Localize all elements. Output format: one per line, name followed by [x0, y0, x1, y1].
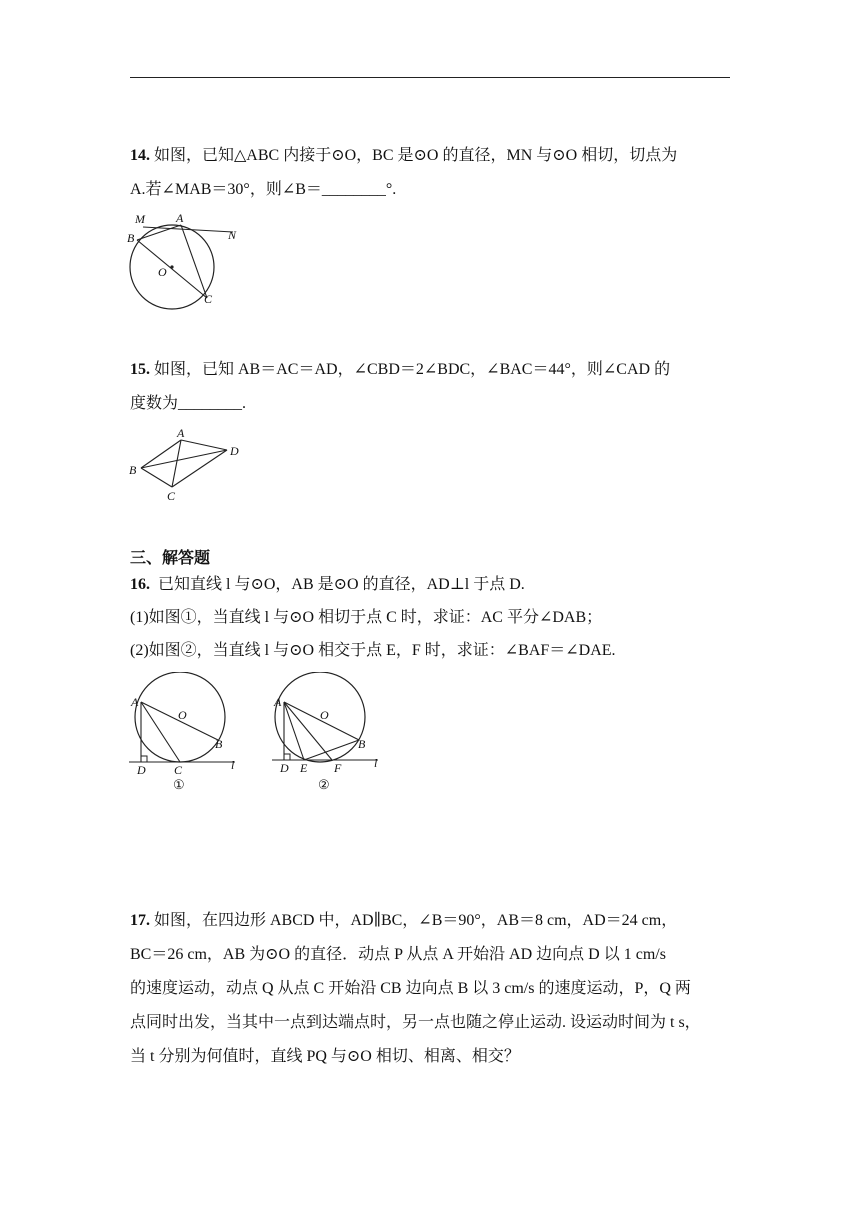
header-rule	[130, 77, 730, 78]
q14-line-1	[130, 146, 730, 166]
q17-number: 17.	[130, 912, 150, 929]
fig2-label-b: B	[358, 737, 366, 751]
q14-label-n: N	[228, 228, 237, 242]
q14-label-c: C	[204, 292, 213, 306]
q15-figure	[125, 425, 245, 505]
q15-label-c: C	[167, 489, 176, 503]
q14-label-o: O	[158, 265, 167, 279]
q14-number: 14.	[130, 147, 150, 164]
q15-label-a: A	[177, 426, 185, 440]
section-heading: 三、解答题	[130, 548, 211, 567]
fig1-label-d: D	[137, 763, 146, 777]
q15-label-b: B	[129, 463, 137, 477]
q14-label-m: M	[135, 212, 145, 226]
q17-line-5: 当 t 分别为何值时，直线 PQ 与⊙O 相切、相离、相交？	[130, 1048, 520, 1065]
fig1-label-l: l	[231, 758, 235, 772]
q17-line-1	[130, 911, 730, 931]
fig2-label-d: D	[280, 761, 289, 775]
q14-label-a: A	[176, 211, 184, 225]
fig2-label-o: O	[320, 708, 329, 722]
fig2-label-a: A	[274, 695, 282, 709]
q14-figure	[125, 210, 250, 310]
q15-line-2: 度数为________.	[130, 395, 247, 412]
q17-line-4: 点同时出发，当其中一点到达端点时，另一点也随之停止运动. 设运动时间为 t s，	[130, 1014, 701, 1031]
q15-number: 15.	[130, 361, 150, 378]
q17-line-3: 的速度运动，动点 Q 从点 C 开始沿 CB 边向点 B 以 3 cm/s 的速度运动，P，Q 两	[130, 980, 691, 997]
q15-line-1	[130, 360, 730, 380]
fig1-label-o: O	[178, 708, 187, 722]
q16-figure-1	[125, 672, 250, 797]
fig1-label-a: A	[131, 695, 139, 709]
q15-label-d: D	[230, 444, 239, 458]
fig2-label-l: l	[374, 756, 378, 770]
fig1-label-c: C	[174, 763, 183, 777]
q14-line-2: A.若∠MAB＝30°，则∠B＝________°.	[130, 181, 397, 198]
fig2-caption: ②	[318, 777, 330, 792]
q16-number: 16.	[130, 576, 150, 593]
q17-line-2: BC＝26 cm，AB 为⊙O 的直径．动点 P 从点 A 开始沿 AD 边向点 D 以 1 cm/s	[130, 946, 666, 963]
q15-text-1: 如图，已知 AB＝AC＝AD，∠CBD＝2∠BDC，∠BAC＝44°，则∠CAD 的	[154, 361, 671, 378]
q16-line-2: (1)如图①，当直线 l 与⊙O 相切于点 C 时，求证：AC 平分∠DAB；	[130, 609, 603, 626]
q16-line-1	[130, 575, 730, 595]
fig1-label-b: B	[215, 737, 223, 751]
fig1-caption: ①	[173, 777, 185, 792]
fig2-label-f: F	[334, 761, 342, 775]
q17-text-1: 如图，在四边形 ABCD 中，AD∥BC，∠B＝90°，AB＝8 cm，AD＝24 cm，	[154, 912, 678, 929]
q16-line-3: (2)如图②，当直线 l 与⊙O 相交于点 E，F 时，求证：∠BAF＝∠DAE.	[130, 642, 616, 659]
q16-figure-2	[268, 672, 393, 797]
q16-text-1: 已知直线 l 与⊙O，AB 是⊙O 的直径，AD⊥l 于点 D.	[158, 576, 525, 593]
q14-text-1: 如图，已知△ABC 内接于⊙O，BC 是⊙O 的直径，MN 与⊙O 相切，切点为	[154, 147, 678, 164]
fig2-label-e: E	[300, 761, 308, 775]
q14-label-b: B	[127, 231, 135, 245]
